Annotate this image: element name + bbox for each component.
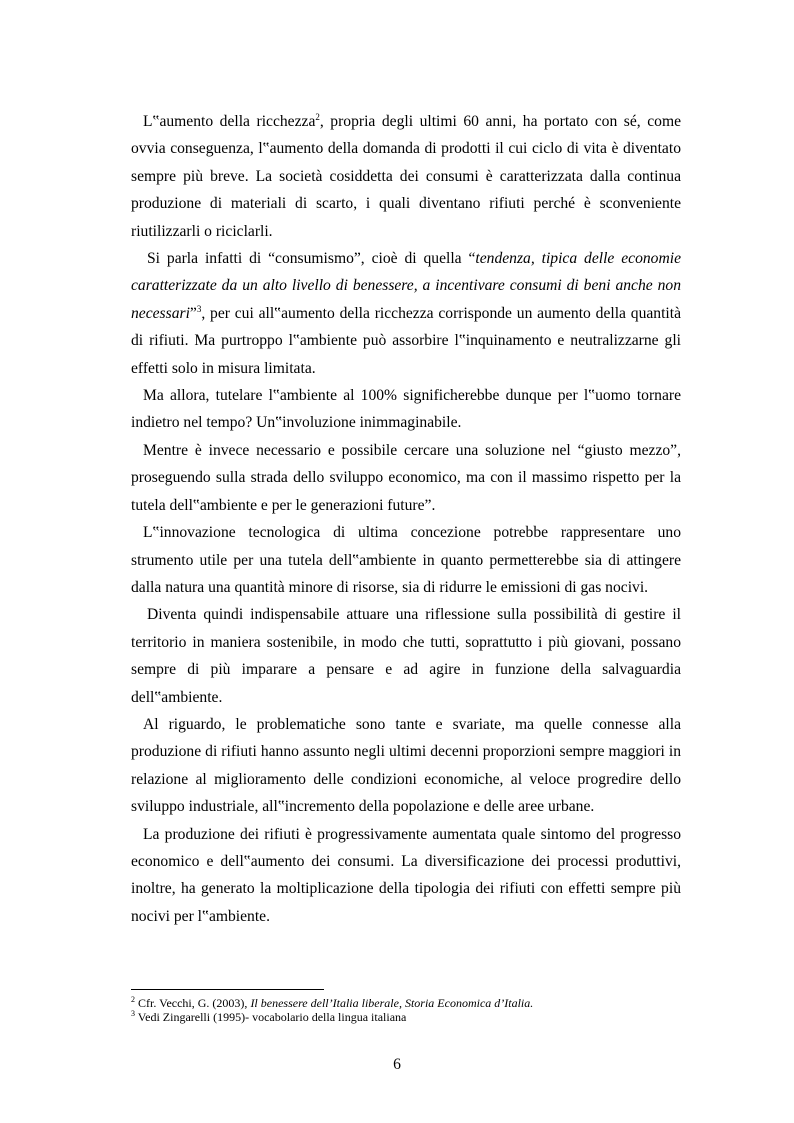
footnote [131, 996, 691, 1010]
footnotes [131, 996, 691, 1024]
paragraph [131, 601, 681, 711]
text-run: La produzione dei rifiuti è progressivamente aumentata quale sintomo del progresso economico e dell‟aumento dei consumi. La diversificazione dei processi produttivi, inoltre, ha generato la moltiplicazione della tipologia dei rifiuti con effetti sempre più nocivi per l‟ambiente. [131, 825, 681, 925]
paragraph [131, 821, 681, 931]
text-run: Mentre è invece necessario e possibile cercare una soluzione nel “giusto mezzo”, proseguendo sulla strada dello sviluppo economico, ma con il massimo rispetto per la tutela dell‟ambiente e per le generazioni future”. [131, 441, 681, 514]
paragraph [131, 437, 681, 519]
body-text [131, 108, 681, 930]
paragraph [131, 382, 681, 437]
text-run: Diventa quindi indispensabile attuare una riflessione sulla possibilità di gestire il territorio in maniera sostenibile, in modo che tutti, soprattutto i più giovani, possano sempre di più imparare a pensare e ad agire in funzione della salvaguardia dell‟ambiente. [131, 606, 681, 706]
text-run: L‟aumento della ricchezza [143, 113, 316, 130]
footnote-ref: 2 [315, 112, 320, 122]
page-number: 6 [393, 1056, 401, 1073]
text-run: , propria degli ultimi 60 anni, ha portato con sé, come ovvia conseguenza, l‟aumento della domanda di prodotti il cui ciclo di vita è diventato sempre più breve. La società cosiddetta dei consumi è caratterizzata dalla continua produzione di materiali di scarto, i quali diventano rifiuti perché è sconveniente riutilizzarli o riciclarli. [131, 113, 682, 240]
footnote [131, 1010, 691, 1024]
paragraph [131, 519, 681, 601]
paragraph [131, 245, 681, 382]
text-run: , per cui all‟aumento della ricchezza corrisponde un aumento della quantità di rifiuti. Ma purtroppo l‟ambiente può assorbire l‟inquinamento e neutralizzarne gli effetti solo in misura limitata. [131, 304, 681, 377]
paragraph [131, 711, 681, 821]
italic-text: tendenza, tipica delle economie caratterizzate da un alto livello di benessere, a incentivare consumi di beni anche non necessari [131, 250, 681, 322]
text-run: Al riguardo, le problematiche sono tante e svariate, ma quelle connesse alla produzione di rifiuti hanno assunto negli ultimi decenni proporzioni sempre maggiori in relazione al miglioramento delle condizioni economiche, al veloce progredire dello sviluppo industriale, all‟incremento della popolazione e delle aree urbane. [131, 715, 681, 816]
footnote-ref: 2 [131, 995, 135, 1004]
text-run: Vedi Zingarelli (1995)- vocabolario della lingua italiana [135, 1010, 407, 1024]
paragraph [131, 108, 681, 245]
text-run: L‟innovazione tecnologica di ultima concezione potrebbe rappresentare uno strumento utile per una tutela dell‟ambiente in quanto permetterebbe sia di attingere dalla natura una quantità minore di risorse, sia di ridurre le emissioni di gas nocivi. [131, 524, 681, 596]
text-run: ” [189, 304, 197, 322]
footnote-ref: 3 [131, 1009, 135, 1018]
footnote-separator [131, 989, 324, 990]
italic-text: Il benessere dell’Italia liberale, Storia Economica d’Italia. [250, 996, 534, 1010]
footnote-ref: 3 [196, 303, 202, 314]
text-run: Ma allora, tutelare l‟ambiente al 100% significherebbe dunque per l‟uomo tornare indietro nel tempo? Un‟involuzione inimmaginabile. [131, 387, 681, 432]
text-run: Cfr. Vecchi, G. (2003), [135, 996, 251, 1010]
text-run: Si parla infatti di “consumismo”, cioè di quella “ [147, 250, 476, 268]
